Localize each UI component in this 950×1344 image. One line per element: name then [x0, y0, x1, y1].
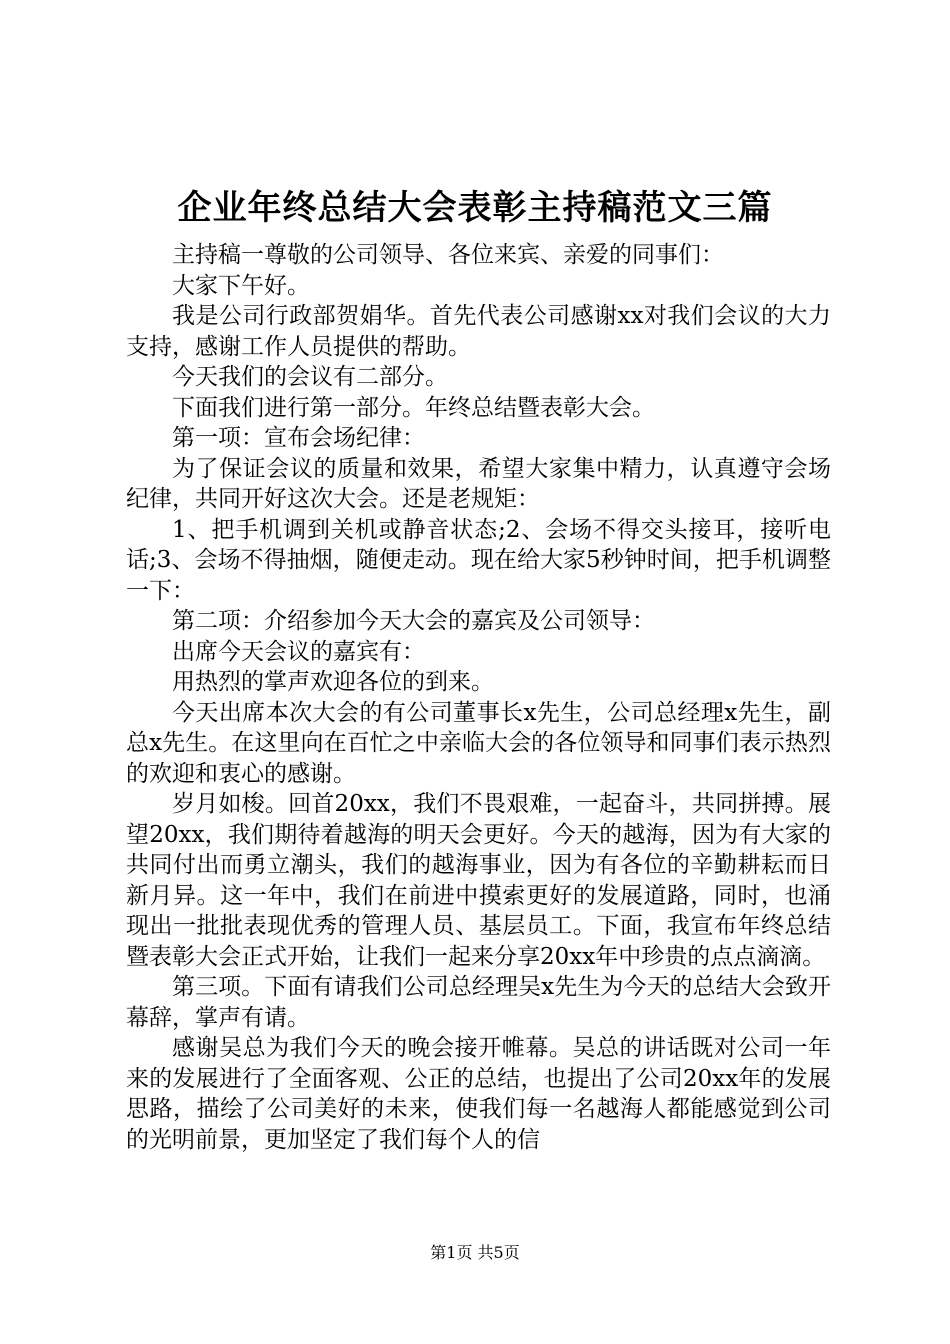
paragraph: 今天我们的会议有二部分。: [172, 364, 448, 390]
paragraph: 大家下午好。: [172, 272, 310, 299]
paragraph: 为了保证会议的质量和效果，希望大家集中精力，认真遵守会场纪律，共同开好这次大会。还是老规矩：: [126, 455, 831, 512]
document-body: [126, 240, 831, 1155]
paragraph: 岁月如梭。回首20xx，我们不畏艰难，一起奋斗，共同拼搏。展望20xx，我们期待着越海的明天会更好。今天的越海，因为有大家的共同付出而勇立潮头，我们的越海事业，因为有各位的辛勤耕耘而日新月异。这一年中，我们在前进中摸索更好的发展道路，同时，也涌现出一批批表现优秀的管理人员、基层员工。下面，我宣布年终总结暨表彰大会正式开始，让我们一起来分享20xx年中珍贵的点点滴滴。: [126, 791, 831, 970]
paragraph: 我是公司行政部贺娟华。首先代表公司感谢xx对我们会议的大力支持，感谢工作人员提供的帮助。: [126, 303, 831, 360]
paragraph: 1、把手机调到关机或静音状态;2、会场不得交头接耳，接听电话;3、会场不得抽烟，随便走动。现在给大家5秒钟时间，把手机调整一下：: [126, 516, 831, 604]
paragraph: 主持稿一尊敬的公司领导、各位来宾、亲爱的同事们：: [172, 242, 724, 268]
paragraph: 感谢吴总为我们今天的晚会接开帷幕。吴总的讲话既对公司一年来的发展进行了全面客观、公正的总结，也提出了公司20xx年的发展思路，描绘了公司美好的未来，使我们每一名越海人都能感觉到公司的光明前景，更加坚定了我们每个人的信: [126, 1035, 831, 1153]
paragraph: 用热烈的掌声欢迎各位的到来。: [172, 669, 494, 695]
paragraph: 第三项。下面有请我们公司总经理吴x先生为今天的总结大会致开幕辞，掌声有请。: [126, 974, 831, 1031]
document-title: 企业年终总结大会表彰主持稿范文三篇: [177, 188, 773, 228]
paragraph: 第一项：宣布会场纪律：: [172, 425, 425, 451]
paragraph: 出席今天会议的嘉宾有：: [172, 638, 425, 665]
paragraph: 第二项：介绍参加今天大会的嘉宾及公司领导：: [172, 608, 655, 634]
page-number-footer: 第1页 共5页: [430, 1243, 520, 1262]
paragraph: 今天出席本次大会的有公司董事长x先生，公司总经理x先生，副总x先生。在这里向在百忙之中亲临大会的各位领导和同事们表示热烈的欢迎和衷心的感谢。: [126, 699, 831, 787]
paragraph: 下面我们进行第一部分。年终总结暨表彰大会。: [172, 394, 655, 421]
